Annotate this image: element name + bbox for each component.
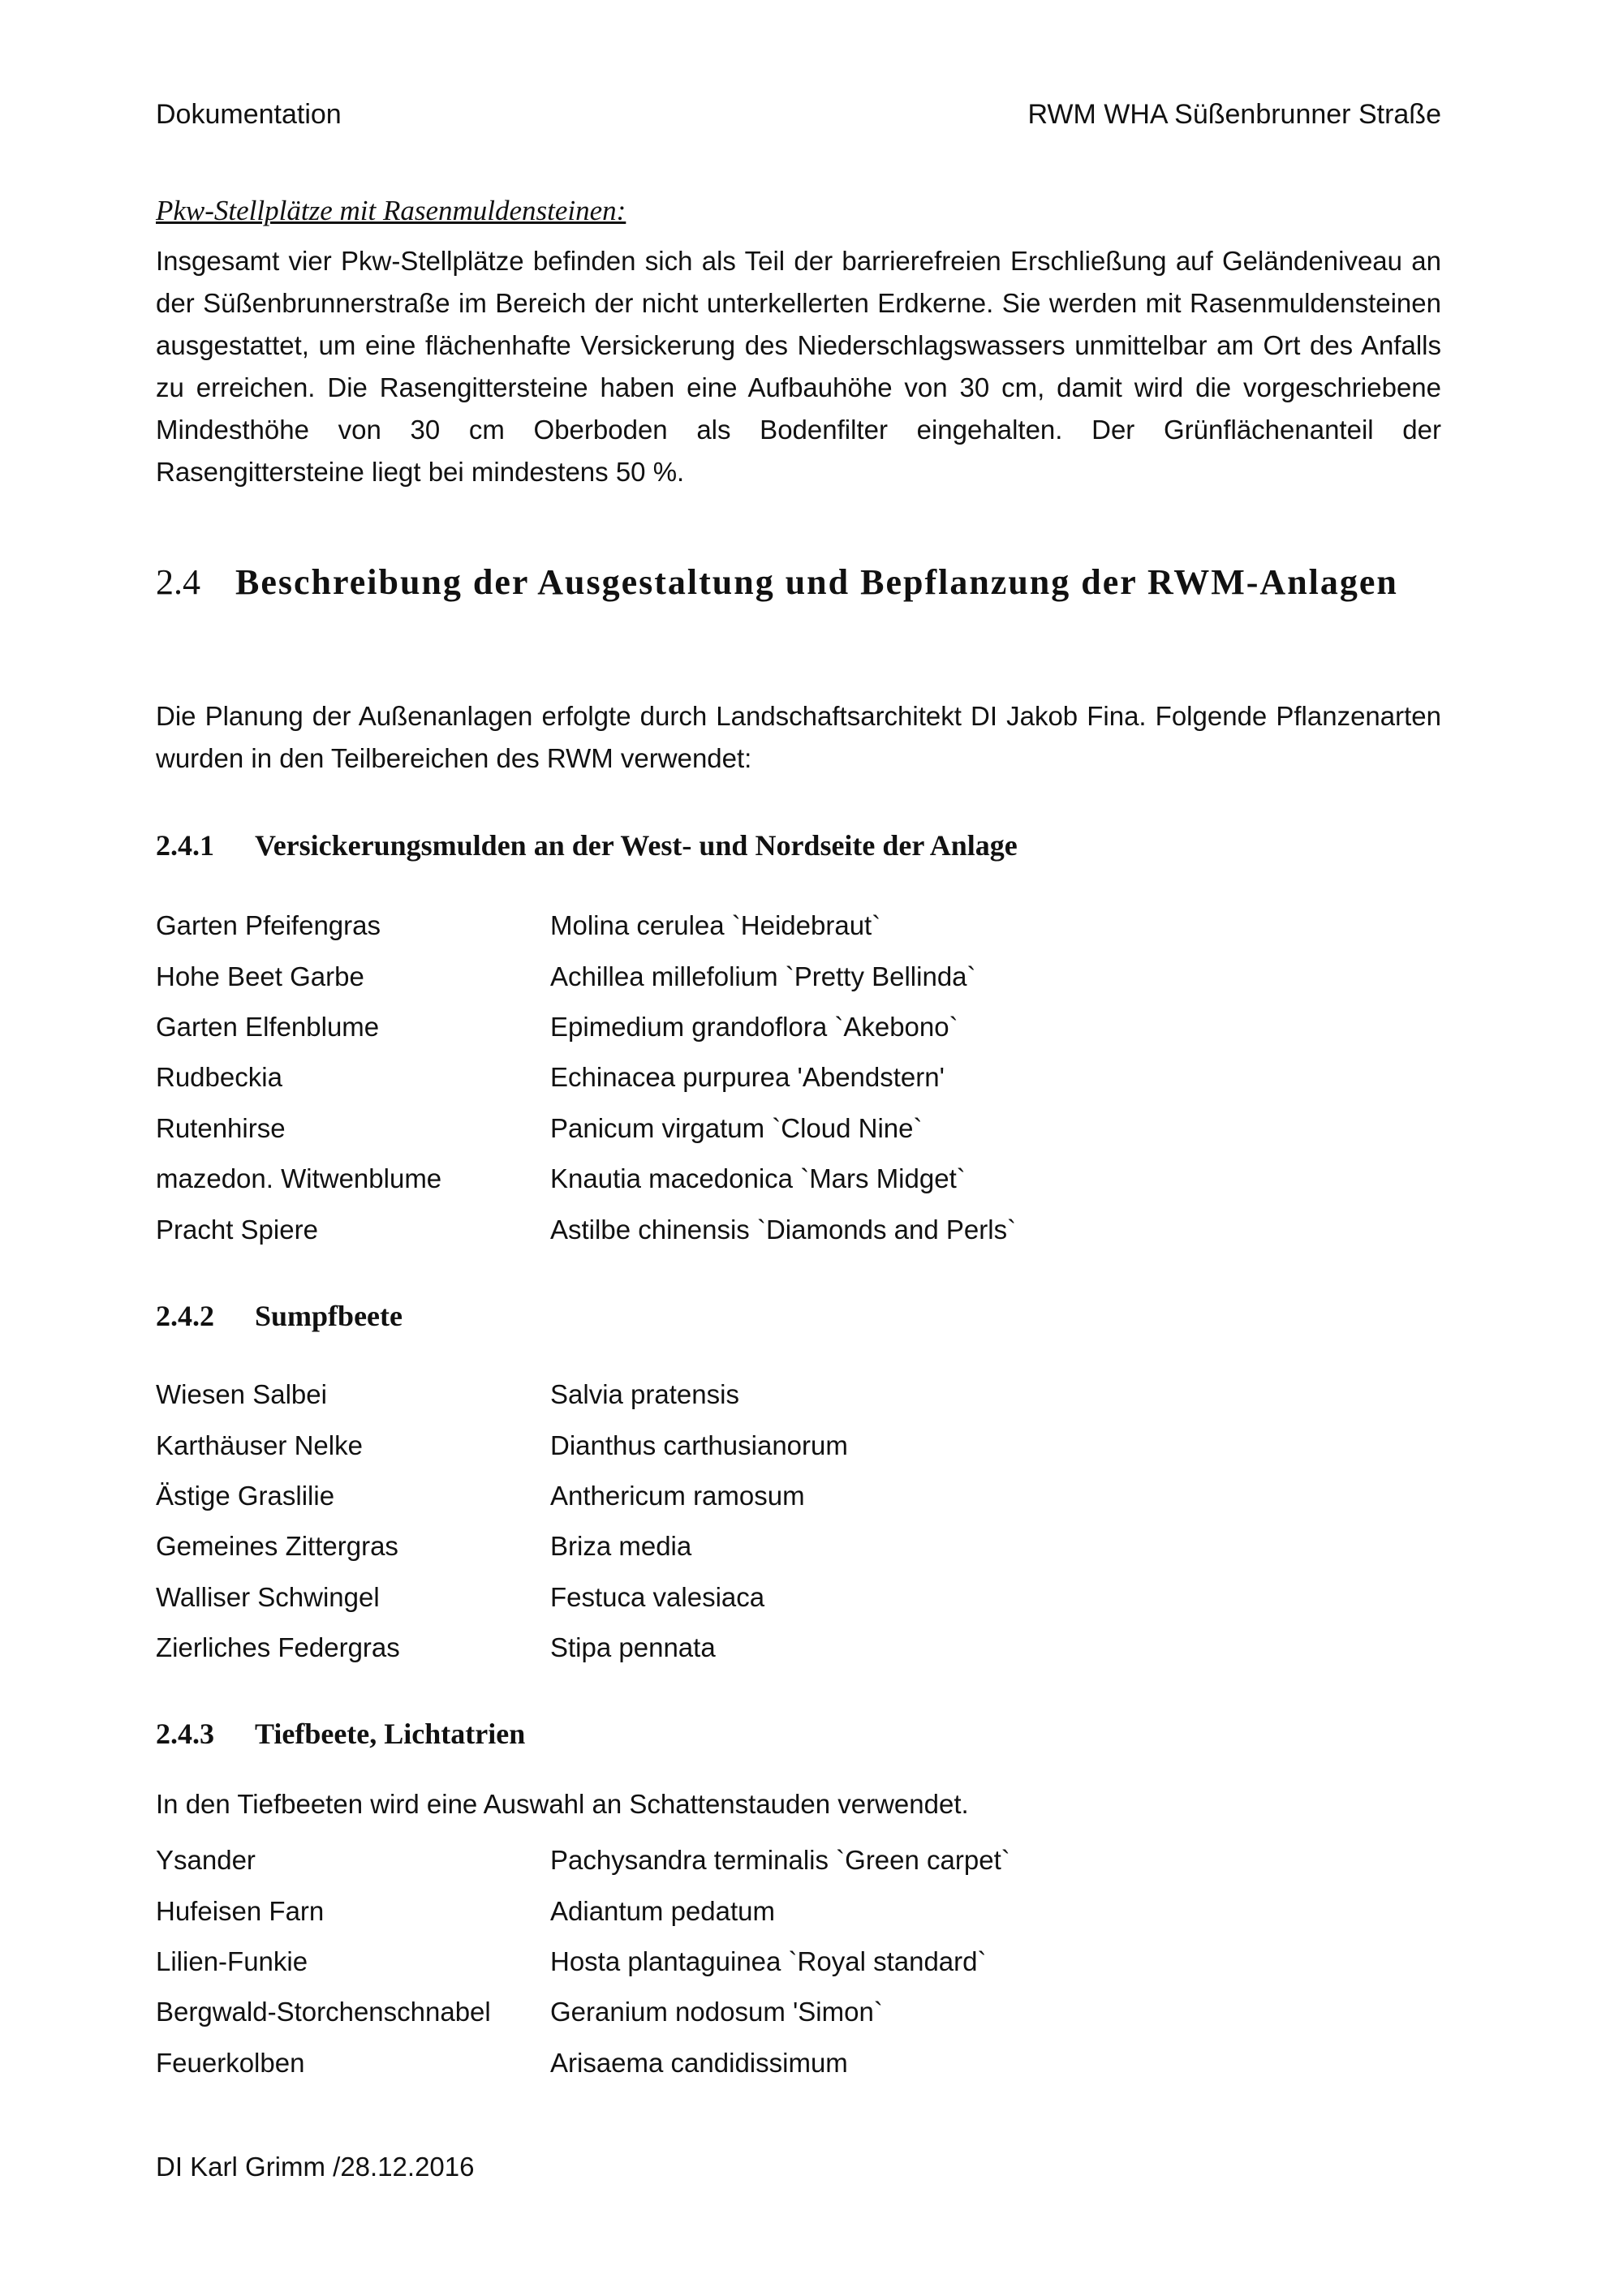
plant-common-name: Bergwald-Storchenschnabel [156,1997,491,2027]
plant-common-name: Rutenhirse [156,1112,286,1143]
plant-latin-name: Dianthus carthusianorum [550,1430,848,1460]
plant-row [156,1369,1441,1420]
plant-latin-name: Panicum virgatum `Cloud Nine` [550,1112,923,1143]
plant-row [156,1885,1441,1936]
header-left: Dokumentation [156,99,342,130]
plant-latin-name: Arisaema candidissimum [550,2047,848,2078]
plant-common-name: Ästige Graslilie [156,1480,335,1511]
plant-latin-name: Anthericum ramosum [550,1480,805,1511]
plant-row [156,901,1441,951]
plant-row [156,1987,1441,2037]
subsection-heading [156,828,1441,862]
page-footer: DI Karl Grimm /28.12.2016 [156,2152,475,2182]
plant-latin-name: Festuca valesiaca [550,1581,765,1612]
plant-list-versickerungsmulden [156,901,1441,1255]
plant-row [156,1521,1441,1572]
subsection-intro: In den Tiefbeeten wird eine Auswahl an Schattenstauden verwendet. [156,1789,969,1819]
document-page [156,0,1441,2296]
plant-latin-name: Hosta plantaguinea `Royal standard` [550,1946,987,1976]
plant-latin-name: Epimedium grandoflora `Akebono` [550,1011,958,1042]
plant-row [156,1154,1441,1204]
section-number: 2.4 [156,562,200,602]
plant-row [156,1103,1441,1154]
plant-list-tiefbeete [156,1835,1441,2088]
plant-latin-name: Briza media [550,1531,692,1562]
plant-row [156,2038,1441,2088]
subsection-number: 2.4.1 [156,829,214,862]
plant-row [156,1052,1441,1103]
plant-row [156,1623,1441,1673]
plant-latin-name: Echinacea purpurea 'Abendstern' [550,1062,945,1093]
plant-latin-name: Geranium nodosum 'Simon` [550,1997,883,2027]
subsection-heading [156,1717,1441,1751]
plant-row [156,1002,1441,1052]
plant-common-name: Hohe Beet Garbe [156,961,364,991]
plant-latin-name: Astilbe chinensis `Diamonds and Perls` [550,1214,1017,1245]
plant-row [156,1835,1441,1885]
subsection-number: 2.4.3 [156,1718,214,1750]
plant-common-name: Walliser Schwingel [156,1581,380,1612]
parking-subheading: Pkw-Stellplätze mit Rasenmuldensteinen: [156,195,626,226]
plant-common-name: Wiesen Salbei [156,1379,327,1410]
subsection-title: Versickerungsmulden an der West- und Nordseite der Anlage [255,829,1018,862]
plant-common-name: Zierliches Federgras [156,1632,400,1663]
plant-row [156,1420,1441,1470]
plant-row [156,1937,1441,1987]
plant-latin-name: Adiantum pedatum [550,1895,776,1926]
plant-latin-name: Molina cerulea `Heidebraut` [550,910,881,941]
plant-common-name: Rudbeckia [156,1062,282,1093]
subsection-title: Sumpfbeete [255,1300,403,1332]
section-intro: Die Planung der Außenanlagen erfolgte durch Landschaftsarchitekt DI Jakob Fina. Folgende Pflanzenarten wurden in den Teilbereichen des RWM verwendet: [156,701,1441,773]
header-right: RWM WHA Süßenbrunner Straße [1027,99,1441,130]
plant-latin-name: Knautia macedonica `Mars Midget` [550,1163,966,1194]
section-heading [156,558,1441,607]
plant-latin-name: Achillea millefolium `Pretty Bellinda` [550,961,976,991]
plant-row [156,951,1441,1001]
plant-common-name: Gemeines Zittergras [156,1531,398,1562]
plant-common-name: Pracht Spiere [156,1214,318,1245]
plant-common-name: Ysander [156,1845,256,1876]
plant-common-name: Hufeisen Farn [156,1895,325,1926]
plant-common-name: Garten Elfenblume [156,1011,380,1042]
subsection-number: 2.4.2 [156,1300,214,1332]
plant-latin-name: Pachysandra terminalis `Green carpet` [550,1845,1010,1876]
page-header [156,99,1441,131]
plant-latin-name: Stipa pennata [550,1632,716,1663]
parking-paragraph: Insgesamt vier Pkw-Stellplätze befinden sich als Teil der barrierefreien Erschließung auf Geländeniveau an der Süßenbrunnerstraße im Bereich der nicht unterkellerten Erdkerne. Sie werden mit Rasenmuldensteinen ausgestattet, um eine flächenhafte Versickerung des Niederschlagswassers unmittelbar am Ort des Anfalls zu erreichen. Die Rasengittersteine haben eine Aufbauhöhe von 30 cm, damit wird die vorgeschriebene Mindesthöhe von 30 cm Oberboden als Bodenfilter eingehalten. Der Grünflächenanteil der Rasengittersteine liegt bei mindestens 50 %. [156,246,1441,487]
plant-common-name: Garten Pfeifengras [156,910,381,941]
plant-row [156,1471,1441,1521]
subsection-heading [156,1299,1441,1333]
plant-row [156,1204,1441,1254]
plant-common-name: Karthäuser Nelke [156,1430,363,1460]
plant-list-sumpfbeete [156,1369,1441,1673]
plant-common-name: Lilien-Funkie [156,1946,308,1976]
subsection-title: Tiefbeete, Lichtatrien [255,1718,526,1750]
section-title: Beschreibung der Ausgestaltung und Bepflanzung der RWM-Anlagen [235,562,1398,602]
plant-common-name: mazedon. Witwenblume [156,1163,442,1194]
plant-latin-name: Salvia pratensis [550,1379,739,1410]
plant-common-name: Feuerkolben [156,2047,305,2078]
plant-row [156,1572,1441,1623]
